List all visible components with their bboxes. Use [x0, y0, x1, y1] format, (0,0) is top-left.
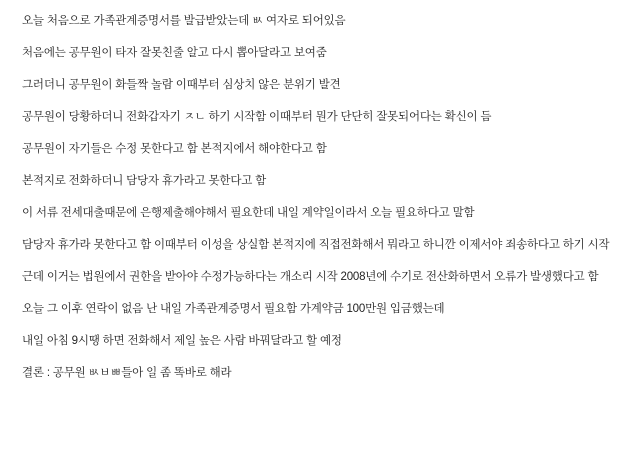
paragraph-1: 오늘 처음으로 가족관계증명서를 발급받았는데 ㅄ 여자로 되어있음	[22, 15, 346, 27]
paragraph-conclusion: 결론 : 공무원 ㅄㅂㅃ들아 일 좀 똑바로 해라	[22, 367, 232, 379]
paragraph-6: 본적지로 전화하더니 담당자 휴가라고 못한다고 함	[22, 175, 267, 187]
paragraph-11: 내일 아침 9시땡 하면 전화해서 제일 높은 사람 바꿔달라고 할 예정	[22, 335, 342, 347]
paragraph-8: 담당자 휴가라 못한다고 함 이때부터 이성을 상실함 본적지에 직접전화해서 뭐라고 하니깐 이제서야 죄송하다고 하기 시작	[22, 239, 610, 251]
paragraph-4: 공무원이 당황하더니 전화갑자기 ㅈㄴ 하기 시작함 이때부터 뭔가 단단히 잘못되어다는 확신이 듬	[22, 111, 492, 123]
paragraph-2: 처음에는 공무원이 타자 잘못친줄 알고 다시 뽑아달라고 보여줌	[22, 47, 327, 59]
paragraph-10: 오늘 그 이후 연락이 없음 난 내일 가족관계증명서 필요함 가계약금 100만원 입금했는데	[22, 303, 445, 315]
paragraph-3: 그러더니 공무원이 화들짝 놀람 이때부터 심상치 않은 분위기 발견	[22, 79, 341, 91]
paragraph-5: 공무원이 자기들은 수정 못한다고 함 본적지에서 해야한다고 함	[22, 143, 327, 155]
paragraph-7: 이 서류 전세대출때문에 은행제출해야해서 필요한데 내일 계약일이라서 오늘 필요하다고 말함	[22, 207, 475, 219]
paragraph-9: 근데 이거는 법원에서 권한을 받아야 수정가능하다는 개소리 시작 2008년에 수기로 전산화하면서 오류가 발생했다고 함	[22, 271, 599, 283]
